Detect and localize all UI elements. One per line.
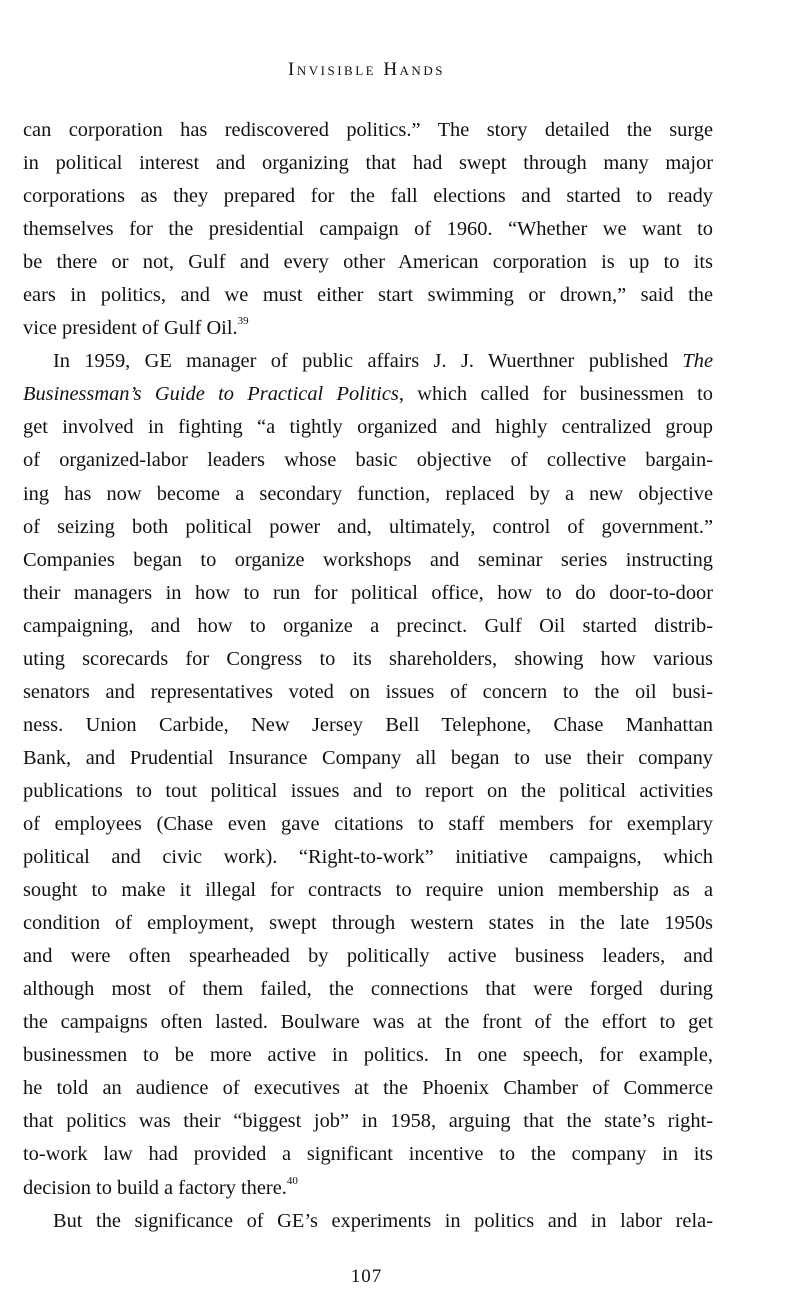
footnote-ref: 39	[237, 315, 249, 328]
text-line: ears in politics, and we must either start swimming or drown,” said the	[23, 284, 713, 307]
text-line: ness. Union Carbide, New Jersey Bell Telephone, Chase Manhattan	[23, 713, 713, 736]
text-line: senators and representatives voted on issues of concern to the oil busi-	[23, 680, 713, 703]
text-line: in political interest and organizing that had swept through many major	[23, 152, 713, 175]
text-line: themselves for the presidential campaign of 1960. “Whether we want to	[23, 218, 713, 241]
text-line: he told an audience of executives at the Phoenix Chamber of Commerce	[23, 1077, 713, 1100]
body-text	[23, 114, 713, 1238]
text-line: their managers in how to run for political office, how to do door-to-door	[23, 581, 713, 604]
text-line: Companies began to organize workshops and seminar series instructing	[23, 548, 713, 571]
text-line: campaigning, and how to organize a precinct. Gulf Oil started distrib-	[23, 614, 713, 637]
text-line: to-work law had provided a significant incentive to the company in its	[23, 1143, 713, 1166]
text-line: decision to build a factory there.$^{40}$	[23, 1174, 298, 1199]
text-line: can corporation has rediscovered politics.” The story detailed the surge	[23, 119, 713, 141]
text-line: and were often spearheaded by politically active business leaders, and	[23, 945, 713, 968]
footnote-ref: 40	[286, 1174, 298, 1187]
text-line: vice president of Gulf Oil.$^{39}$	[23, 315, 249, 340]
text-line: although most of them failed, the connections that were forged during	[23, 978, 713, 1001]
text-line: condition of employment, swept through western states in the late 1950s	[23, 912, 713, 935]
paragraph-start: In 1959, GE manager of public affairs J. J. Wuerthner published The	[53, 350, 713, 373]
running-head: Invisible Hands	[288, 59, 445, 80]
text-line: Bank, and Prudential Insurance Company all began to use their company	[23, 746, 713, 769]
text-line: the campaigns often lasted. Boulware was at the front of the effort to get	[23, 1011, 713, 1034]
text-line: corporations as they prepared for the fall elections and started to ready	[23, 185, 713, 208]
text-line: Businessman’s Guide to Practical Politics, which called for businessmen to	[23, 383, 713, 406]
page-number: 107	[350, 1266, 383, 1287]
text-line: get involved in fighting “a tightly organized and highly centralized group	[23, 416, 713, 439]
paragraph-start: But the significance of GE’s experiments in politics and in labor rela-	[53, 1209, 713, 1232]
text-line: uting scorecards for Congress to its shareholders, showing how various	[23, 647, 713, 670]
text-line: political and civic work). “Right-to-work” initiative campaigns, which	[23, 846, 713, 869]
text-line: that politics was their “biggest job” in 1958, arguing that the state’s right-	[23, 1110, 713, 1133]
text-line: sought to make it illegal for contracts to require union membership as a	[23, 879, 713, 902]
text-line: of employees (Chase even gave citations to staff members for exemplary	[23, 812, 713, 835]
text-line: of organized-labor leaders whose basic objective of collective bargain-	[23, 449, 713, 472]
text-line: ing has now become a secondary function, replaced by a new objective	[23, 482, 713, 505]
text-line: publications to tout political issues and to report on the political activities	[23, 779, 713, 802]
book-title: Businessman’s Guide to Practical Politics	[23, 383, 399, 406]
book-title: The	[682, 350, 713, 373]
text-line: of seizing both political power and, ultimately, control of government.”	[23, 515, 713, 538]
text-line: be there or not, Gulf and every other American corporation is up to its	[23, 251, 713, 274]
text-line: businessmen to be more active in politics. In one speech, for example,	[23, 1044, 713, 1067]
